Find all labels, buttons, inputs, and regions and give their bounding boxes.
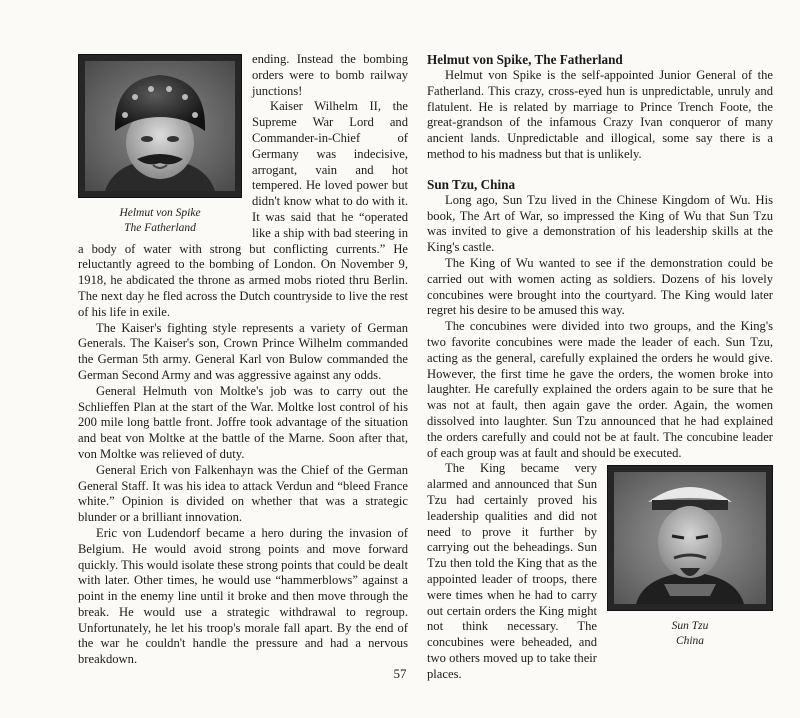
paragraph: Kaiser Wilhelm II, the Supreme War Lord and Commander-in-Chief of Germany was indecisive, arrogant, vain and hot tempered. He loved power but didn't know what to do with it. It was said that he “operated like a ship with bad steering in a body of water with strong but conflicting currents.” He reluctantly agreed to the bombing of London. On November 9, 1918, he abdicated the throne as armed mobs rioted thru Berlin. The next day he fled across the Dutch countryside to live the rest of his life in exile. (78, 99, 408, 319)
sun-tzu-portrait-frame (607, 465, 773, 611)
paragraph: General Erich von Falkenhayn was the Chief of the German General Staff. It was his idea to attack Verdun and “bleed France white.” Opinion is divided on whether that was a strategic blunder or a brilliant innovation. (78, 462, 408, 525)
paragraph: Long ago, Sun Tzu lived in the Chinese Kingdom of Wu. His book, The Art of War, so impressed the King of Wu that Sun Tzu was invited to give a demonstration of his leadership skills at the King's castle. (427, 192, 773, 255)
paragraph: The Kaiser's fighting style represents a variety of German Generals. The Kaiser's son, Crown Prince Wilhelm commanded the German 5th army. General Karl von Bulow commanded the German Second Army and was aggressive against any odds. (78, 320, 408, 382)
page-number: 57 (393, 666, 407, 681)
helmut-caption-country: The Fatherland (124, 221, 196, 234)
helmut-portrait-caption (78, 206, 242, 235)
sun-tzu-portrait-caption (607, 619, 773, 648)
sun-tzu-caption-name: Sun Tzu (671, 620, 709, 633)
section-heading-helmut: Helmut von Spike, The Fatherland (427, 52, 623, 67)
left-column (78, 52, 408, 668)
paragraph: ending. Instead the bombing orders were to bomb railway junctions! (252, 52, 408, 98)
sun-tzu-portrait-image (614, 472, 766, 604)
paragraph: The concubines were divided into two groups, and the King's two favorite concubines were made the leader of each. Sun Tzu, acting as the general, carefully explained the orders he would give. However, the first time he gave the orders, the women broke into laughter. He carefully explained the orders again to be sure that he was not at fault, then again gave the order. Again, the women dissolved into laughter. Sun Tzu announced that he had explained the orders carefully and could not be at fault. The concubine leader of each group was at fault and should be executed. (427, 319, 773, 460)
paragraph: The King of Wu wanted to see if the demonstration could be carried out with women acting as soldiers. Dozens of his lovely concubines were brought into the courtyard. The King would later regret his desire to be amused this way. (427, 255, 773, 318)
helmut-portrait-block (78, 54, 242, 235)
section-heading-sun-tzu: Sun Tzu, China (427, 176, 516, 192)
paragraph: Helmut von Spike is the self-appointed Junior General of the Fatherland. This crazy, cross-eyed hun is unpredictable, unruly and flatulent. He is related by marriage to Prince Trench Foote, the great-grandson of the infamous Crazy Ivan conqueror of many ancient lands. Unpredictable and illogical, some say there is a method to his madness but that is unlikely. (427, 68, 773, 161)
sun-tzu-caption-country: China (675, 634, 705, 647)
paragraph: Eric von Ludendorf became a hero during the invasion of Belgium. He would avoid strong points and move forward quickly. This would isolate these strong points that could be dealt with later. Other times, he would use “hammerblows” against a point in the enemy line until it broke and then move through the break. He would use a strategic withdrawal to regroup. Unfortunately, he let his troop's morale fall apart. By the end of the war he couldn't handle the pressure and had a nervous breakdown. (78, 525, 408, 667)
sun-tzu-portrait-block (607, 465, 773, 648)
helmut-portrait-frame (78, 54, 242, 198)
paragraph: General Helmuth von Moltke's job was to carry out the Schlieffen Plan at the start of the War. Moltke lost control of his 200 mile long battle front. Joffre took advantage of the situation and beat von Moltke at the battle of the Marne. Soon after that, von Moltke was relieved of duty. (78, 383, 408, 461)
paragraph: The King became very alarmed and announced that Sun Tzu had certainly proved his leadership qualities and did not need to prove it further by carrying out the beheadings. Sun Tzu then told the King that as the appointed leader of troops, there were times when he had to carry out certain orders the King might not think necessary. The concubines were beheaded, and two others moved up to take their places. (427, 461, 597, 681)
helmut-caption-name: Helmut von Spike (119, 207, 201, 219)
right-column (427, 52, 773, 682)
helmut-portrait-image (85, 61, 235, 191)
